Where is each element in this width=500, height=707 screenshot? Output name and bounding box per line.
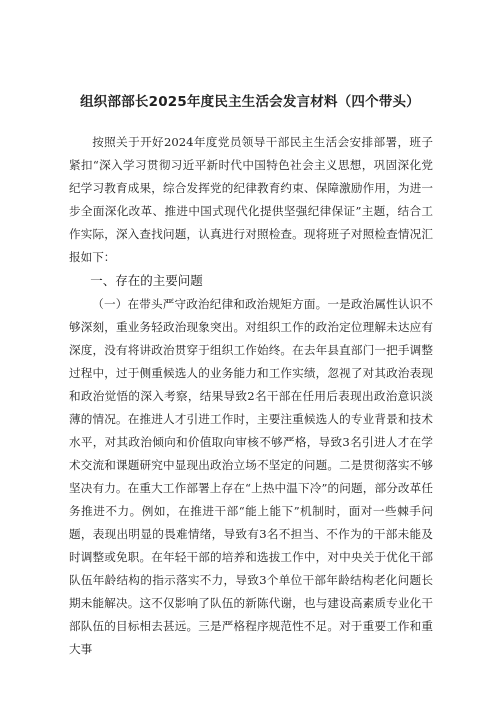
page-title: 组织部部长2025年度民主生活会发言材料（四个带头） — [80, 94, 420, 110]
intro-paragraph: 按照关于开好2024年度党员领导干部民主生活会安排部署，班子紧扣“深入学习贯彻习近平新时代中国特色社会主义思想，巩固深化党纪学习教育成果，综合发挥党的纪律教育约束、保障激励作用，为进一步全面深化改革、推进中国式现代化提供坚强纪律保证”主题，结合工作实际，深入查找问题，认真进行对照检查。现将班子对照检查情况汇报如下： — [69, 135, 433, 264]
section-heading: 一、存在的主要问题 — [90, 273, 203, 288]
body-paragraph: （一）在带头严守政治纪律和政治规矩方面。一是政治属性认识不够深刻，重业务轻政治现象突出。对组织工作的政治定位理解未达应有深度，没有将讲政治贯穿于组织工作始终。在去年县直部门一把手调整过程中，过于侧重候选人的业务能力和工作实绩，忽视了对其政治表现和政治觉悟的深入考察，结果导致2名干部在任用后表现出政治意识淡薄的情况。在推进人才引进工作时，主要注重候选人的专业背景和技术水平，对其政治倾向和价值取向审核不够严格，导致3名引进人才在学术交流和课题研究中显现出政治立场不坚定的问题。二是贯彻落实不够坚决有力。在重大工作部署上存在“上热中温下冷”的问题，部分改革任务推进不力。例如，在推进干部“能上能下”机制时，面对一些棘手问题，表现出明显的畏难情绪，导致有3名不担当、不作为的干部未能及时调整或免职。在年轻干部的培养和选拔工作中，对中央关于优化干部队伍年龄结构的指示落实不力，导致3个单位干部年龄结构老化问题长期未能解决。这不仅影响了队伍的新陈代谢，也与建设高素质专业化干部队伍的目标相去甚远。三是严格程序规范性不足。对于重要工作和重大事 — [69, 297, 433, 656]
document-body — [69, 131, 433, 661]
